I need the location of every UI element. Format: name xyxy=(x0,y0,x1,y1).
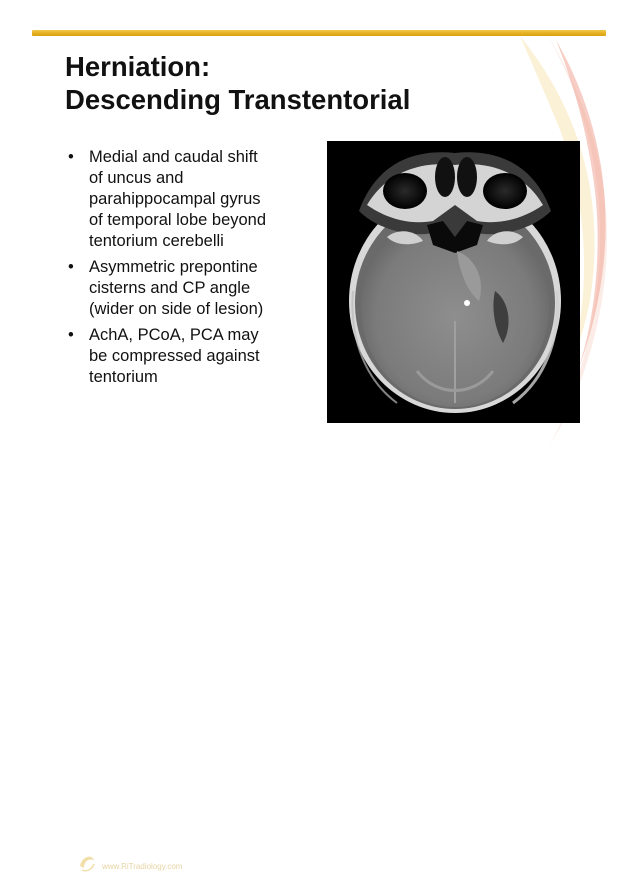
bullet-dot: • xyxy=(68,326,74,344)
bullet-line: cisterns and CP angle xyxy=(89,279,251,297)
bullet-line: (wider on side of lesion) xyxy=(89,300,264,318)
bullet-line: of temporal lobe beyond xyxy=(89,211,267,229)
title-line-2: Descending Transtentorial xyxy=(65,84,411,115)
bullet-line: be compressed against xyxy=(89,347,260,365)
bullet-dot: • xyxy=(68,148,74,166)
bullet-item xyxy=(68,325,318,388)
bullet-line: of uncus and xyxy=(89,169,184,187)
title-accent-bar xyxy=(32,30,606,36)
bullet-line: tentorium cerebelli xyxy=(89,232,224,250)
axial-ct-brain-graphic xyxy=(327,141,580,423)
title-line-1: Herniation: xyxy=(65,51,211,82)
bullet-item xyxy=(68,257,318,320)
bullet-line: Asymmetric prepontine xyxy=(89,258,258,276)
bullet-list xyxy=(68,147,318,393)
bullet-line: tentorium xyxy=(89,368,158,386)
watermark-logo-icon xyxy=(76,852,98,874)
bullet-line: Medial and caudal shift xyxy=(89,148,258,166)
bullet-line: parahippocampal gyrus xyxy=(89,190,261,208)
slide-title xyxy=(65,50,410,116)
bullet-line: AchA, PCoA, PCA may xyxy=(89,326,259,344)
watermark-text: www.RiTradiology.com xyxy=(102,862,183,871)
ct-scan-image xyxy=(327,141,580,423)
bullet-dot: • xyxy=(68,258,74,276)
bullet-item xyxy=(68,147,318,252)
